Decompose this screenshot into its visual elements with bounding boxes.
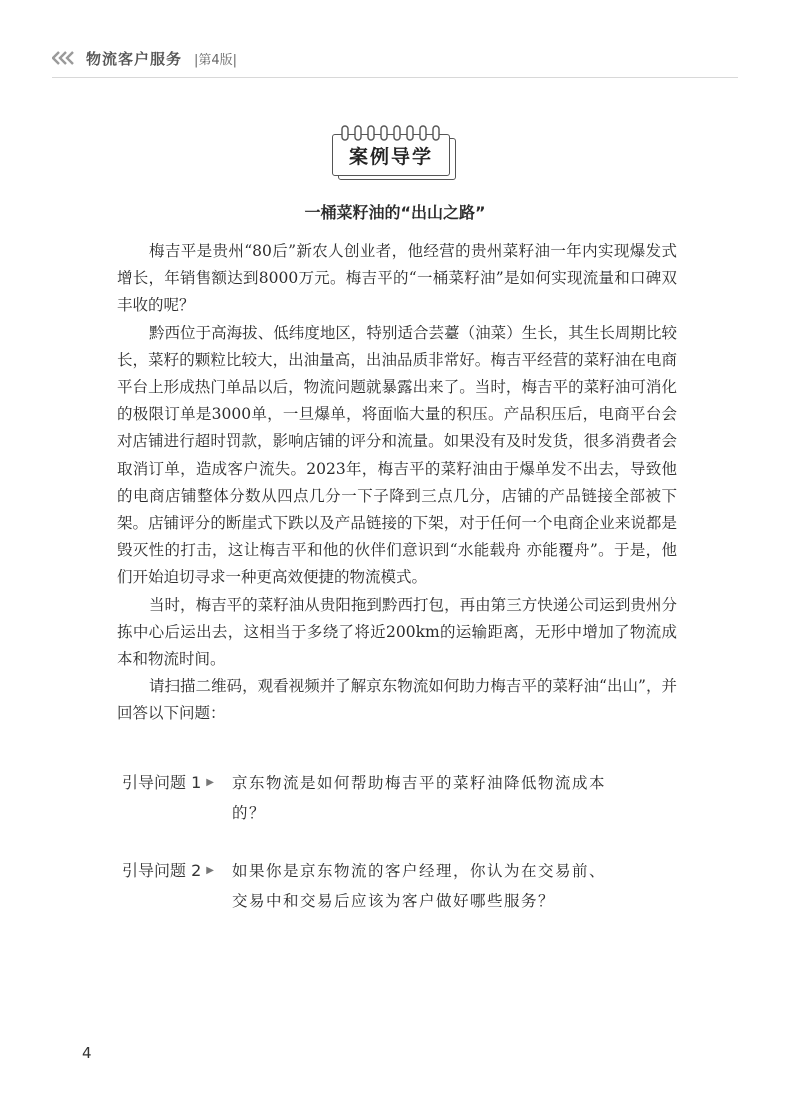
triangle-right-icon: ▶	[206, 865, 214, 876]
running-header	[52, 44, 237, 72]
guide-question-text: 京东物流是如何帮助梅吉平的菜籽油降低物流成本的？	[232, 774, 607, 822]
guide-question-label	[122, 768, 232, 828]
header-divider	[52, 77, 738, 78]
case-body	[117, 238, 677, 728]
section-badge	[332, 124, 456, 182]
page-number: 4	[82, 1044, 92, 1062]
book-title: 物流客户服务	[86, 49, 183, 68]
case-paragraph: 当时，梅吉平的菜籽油从贵阳拖到黔西打包，再由第三方快递公司运到贵州分拣中心后运出去，这相当于多绕了将近200km的运输距离，无形中增加了物流成本和物流时间。	[117, 595, 677, 669]
case-paragraph: 请扫描二维码，观看视频并了解京东物流如何助力梅吉平的菜籽油“出山”，并回答以下问题：	[117, 677, 677, 723]
case-title: 一桶菜籽油的“出山之路”	[304, 203, 486, 222]
edition-label: |第4版|	[194, 52, 238, 68]
section-badge-label: 案例导学	[348, 145, 433, 168]
guide-question-label	[122, 856, 232, 916]
guide-question-label-text: 引导问题 1	[122, 773, 202, 792]
case-paragraph: 黔西位于高海拔、低纬度地区，特别适合芸薹（油菜）生长，其生长周期比较长，菜籽的颗粒比较大，出油量高，出油品质非常好。梅吉平经营的菜籽油在电商平台上形成热门单品以后，物流问题就暴露出来了。当时，梅吉平的菜籽油可消化的极限订单是3000单，一旦爆单，将面临大量的积压。产品积压后，电商平台会对店铺进行超时罚款，影响店铺的评分和流量。如果没有及时发货，很多消费者会取消订单，造成客户流失。2023年，梅吉平的菜籽油由于爆单发不出去，导致他的电商店铺整体分数从四点几分一下子降到三点几分，店铺的产品链接全部被下架。店铺评分的断崖式下跌以及产品链接的下架，对于任何一个电商企业来说都是毁灭性的打击，这让梅吉平和他的伙伴们意识到“水能载舟 亦能覆舟”。于是，他们开始迫切寻求一种更高效便捷的物流模式。	[117, 323, 677, 587]
guide-question-text: 如果你是京东物流的客户经理，你认为在交易前、交易中和交易后应该为客户做好哪些服务？	[232, 862, 607, 910]
guide-question-1	[122, 768, 682, 828]
triangle-right-icon: ▶	[206, 777, 214, 788]
binder-rings-icon	[336, 124, 448, 144]
case-paragraph: 梅吉平是贵州“80后”新农人创业者，他经营的贵州菜籽油一年内实现爆发式增长，年销售额达到8000万元。梅吉平的“一桶菜籽油”是如何实现流量和口碑双丰收的呢？	[117, 242, 677, 315]
guide-question-2	[122, 856, 682, 916]
chevron-left-icon	[52, 51, 76, 65]
guide-question-label-text: 引导问题 2	[122, 861, 202, 880]
